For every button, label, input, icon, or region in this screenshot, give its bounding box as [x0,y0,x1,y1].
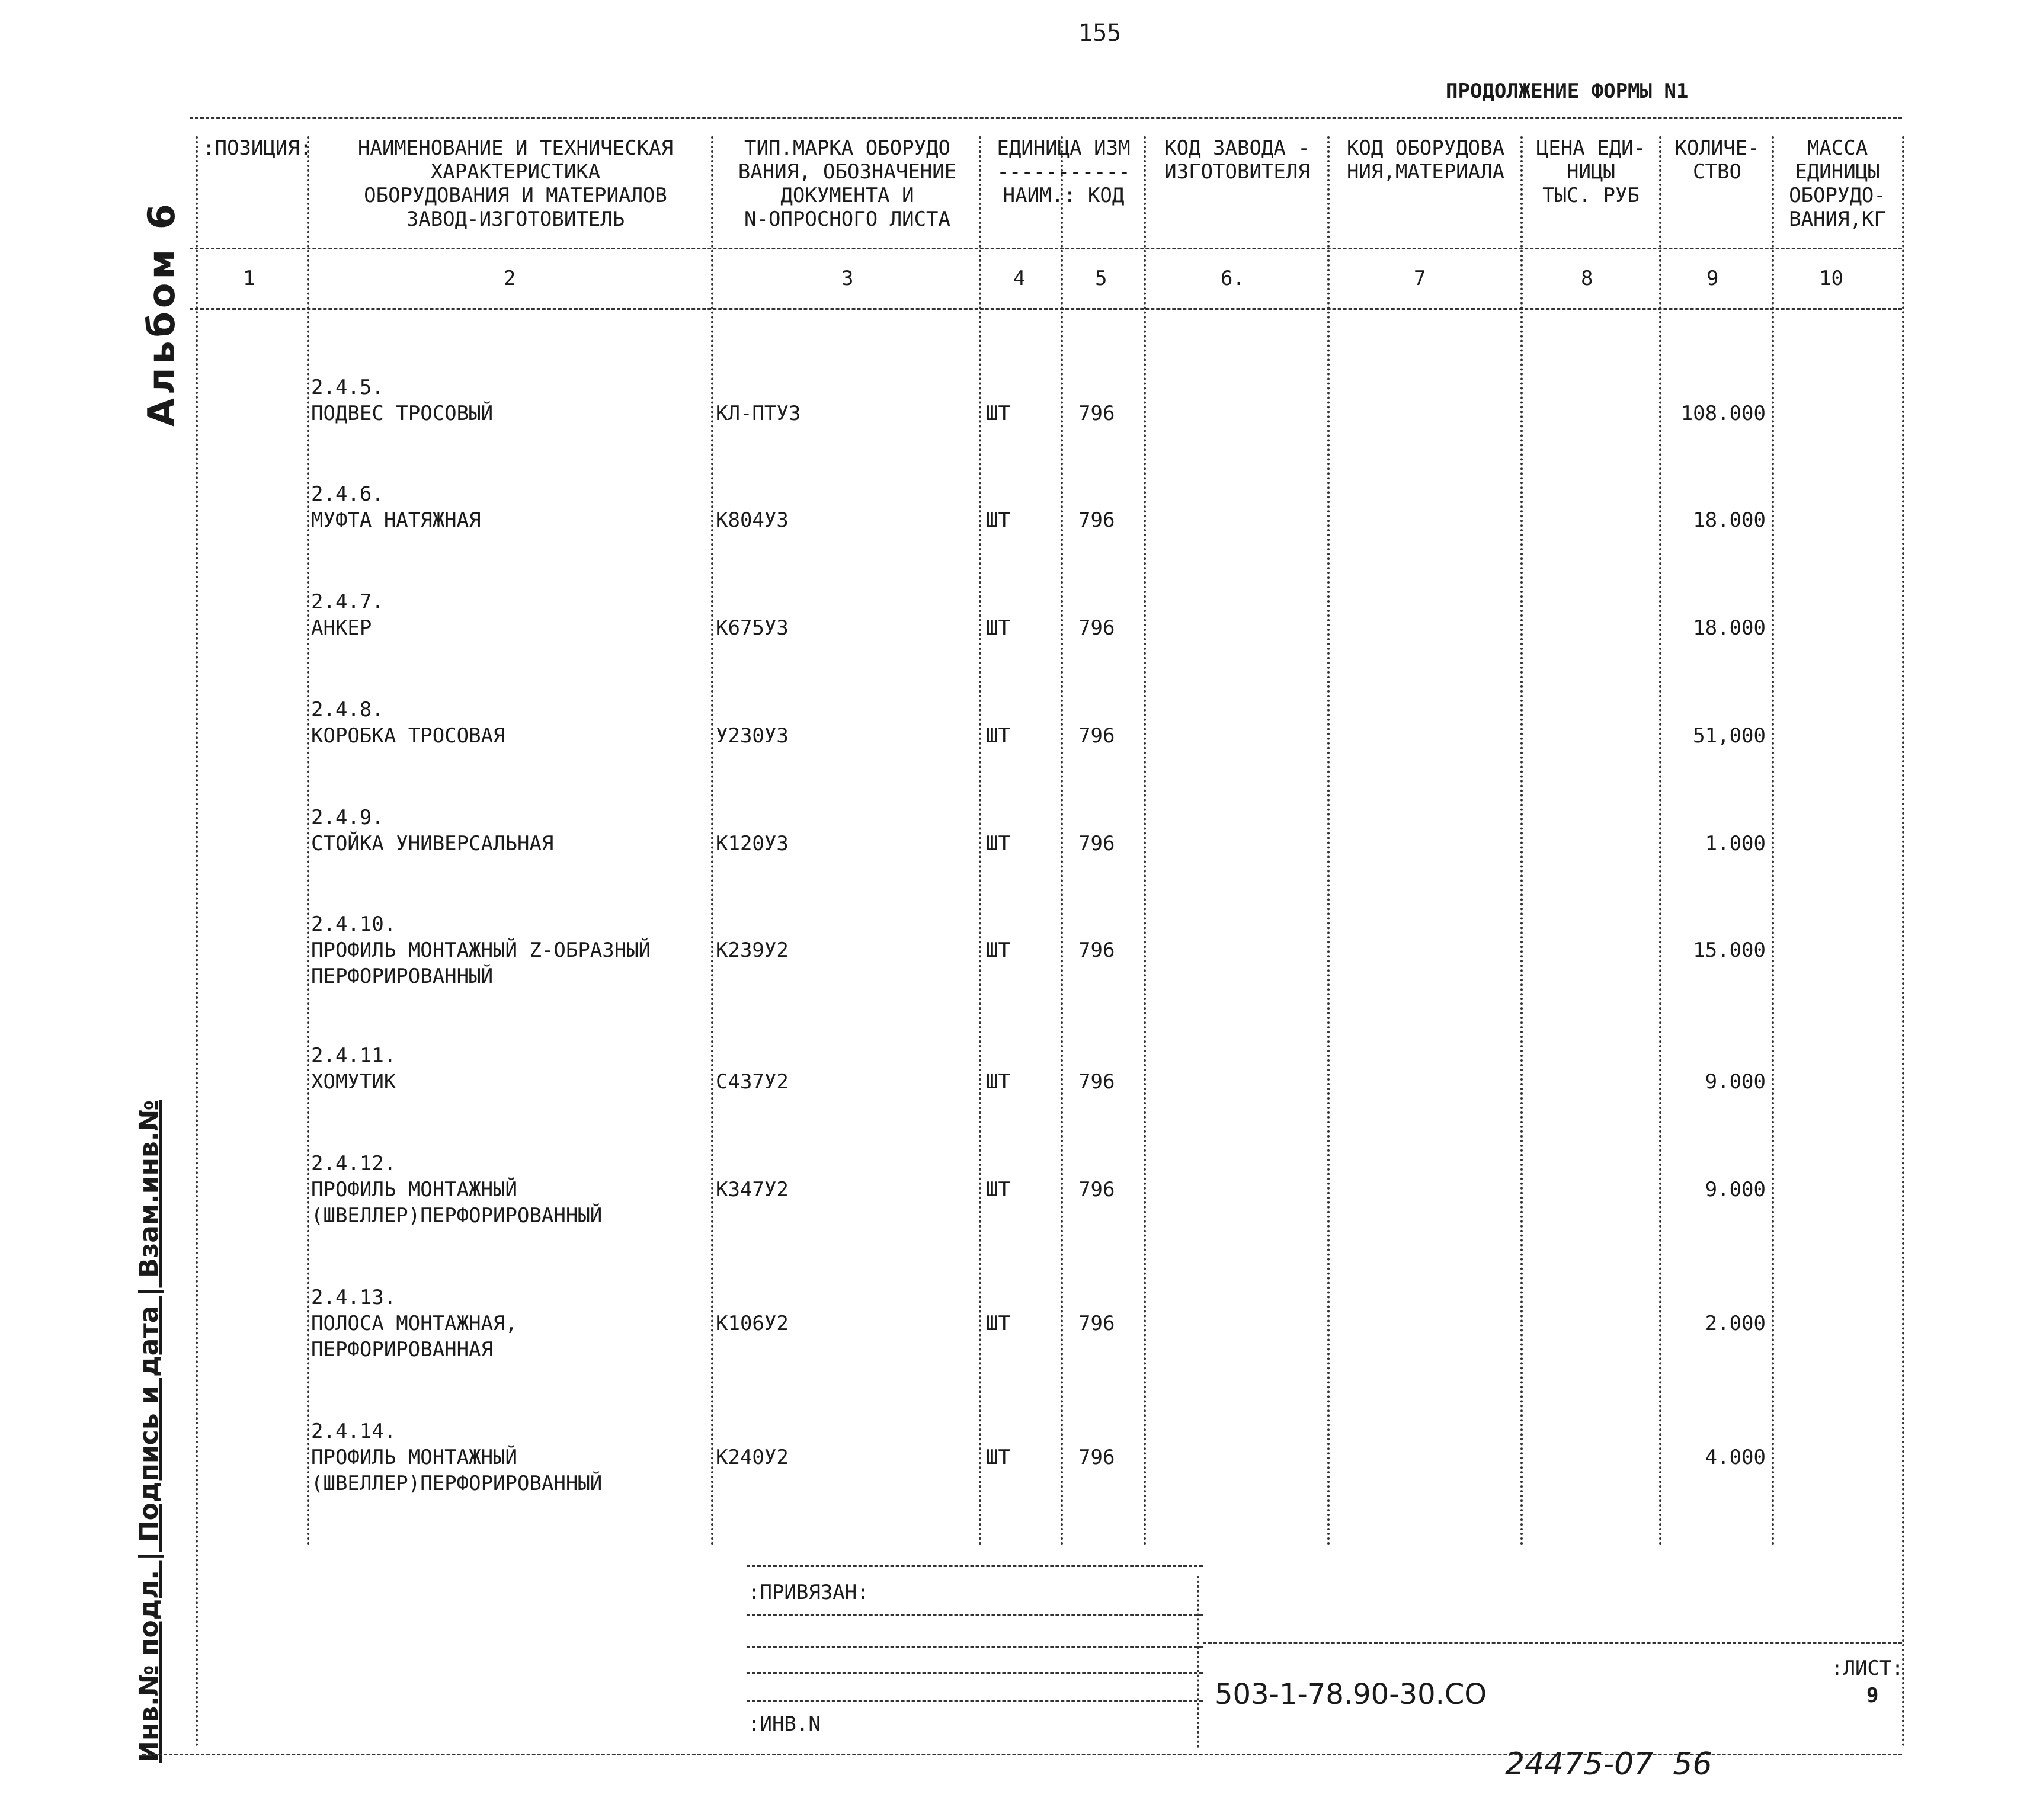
stamp-line-5 [747,1700,1203,1702]
row-unit: ШТ [986,724,1010,748]
privyazan-label: :ПРИВЯЗАН: [748,1581,869,1604]
row-quantity: 51,000 [1693,724,1766,748]
colnum-9: 9 [1706,267,1719,290]
row-name-line: ХОМУТИК [311,1070,396,1094]
row-name-line: КОРОБКА ТРОСОВАЯ [311,724,505,748]
row-code: 796 [1078,1178,1115,1201]
row-type: КЛ-ПТУ3 [716,402,801,425]
row-code: 796 [1078,616,1115,640]
row-name-line: ПРОФИЛЬ МОНТАЖНЫЙ Z-ОБРАЗНЫЙ [311,938,651,962]
sheet-label: :ЛИСТ: [1831,1656,1904,1680]
row-position: 2.4.8. [311,698,384,722]
row-position: 2.4.12. [311,1152,396,1175]
row-position: 2.4.9. [311,806,384,829]
stamp-sep [1197,1576,1199,1748]
row-code: 796 [1078,508,1115,532]
col-sep-9 [1772,136,1774,1546]
row-name-line: ПРОФИЛЬ МОНТАЖНЫЙ [311,1446,517,1469]
continuation-title: ПРОДОЛЖЕНИЕ ФОРМЫ N1 [1446,79,1689,103]
header-name: НАИМЕНОВАНИЕ И ТЕХНИЧЕСКАЯ ХАРАКТЕРИСТИКА ОБОРУДОВАНИЯ И МАТЕРИАЛОВ ЗАВОД-ИЗГОТОВИТЕЛЬ [357,136,674,231]
row-type: К804У3 [716,508,789,532]
row-quantity: 4.000 [1705,1446,1766,1469]
row-unit: ШТ [986,1178,1010,1201]
row-position: 2.4.5. [311,376,384,399]
row-quantity: 9.000 [1705,1070,1766,1094]
row-type: К239У2 [716,938,789,962]
colnum-3: 3 [841,267,854,290]
row-quantity: 1.000 [1705,832,1766,855]
row-quantity: 2.000 [1705,1312,1766,1335]
row-unit: ШТ [986,402,1010,425]
row-type: К240У2 [716,1446,789,1469]
row-type: К106У2 [716,1312,789,1335]
colnum-6: 6. [1221,267,1245,290]
row-code: 796 [1078,402,1115,425]
row-type: У230У3 [716,724,789,748]
colnum-bottom-border [190,308,1902,310]
document-code: 503-1-78.90-30.СО [1215,1678,1487,1711]
header-quantity: КОЛИЧЕ- СТВО [1674,136,1760,184]
colnum-10: 10 [1819,267,1843,290]
row-name-line: (ШВЕЛЛЕР)ПЕРФОРИРОВАННЫЙ [311,1204,603,1228]
row-name-line: СТОЙКА УНИВЕРСАЛЬНАЯ [311,832,554,855]
row-code: 796 [1078,724,1115,748]
row-unit: ШТ [986,616,1010,640]
header-plant-code: КОД ЗАВОДА - ИЗГОТОВИТЕЛЯ [1164,136,1310,184]
row-position: 2.4.11. [311,1044,396,1068]
row-name-line: АНКЕР [311,616,372,640]
row-position: 2.4.14. [311,1420,396,1443]
row-position: 2.4.13. [311,1286,396,1309]
row-type: К675У3 [716,616,789,640]
row-quantity: 18.000 [1693,508,1766,532]
page-number: 155 [1078,20,1122,47]
header-unit-price: ЦЕНА ЕДИ- НИЦЫ ТЫС. РУБ [1536,136,1646,207]
row-type: К120У3 [716,832,789,855]
stamp-line-1 [747,1565,1203,1567]
colnum-7: 7 [1414,267,1426,290]
row-quantity: 108.000 [1680,402,1766,425]
stamp-line-3 [747,1646,1203,1648]
sheet-number: 9 [1866,1684,1879,1707]
col-sep-7 [1520,136,1523,1546]
row-unit: ШТ [986,832,1010,855]
row-name-line: ПОЛОСА МОНТАЖНАЯ, [311,1312,517,1335]
header-unit: ЕДИНИЦА ИЗМ ----------- НАИМ.: КОД [997,136,1131,207]
row-unit: ШТ [986,1312,1010,1335]
stamp-line-2 [747,1614,1203,1616]
header-equipment-code: КОД ОБОРУДОВА НИЯ,МАТЕРИАЛА [1346,136,1505,184]
handwritten-number: 24475-07 56 [1505,1747,1712,1782]
row-code: 796 [1078,938,1115,962]
header-bottom-border [190,248,1902,249]
col-sep-3 [979,136,981,1546]
row-quantity: 18.000 [1693,616,1766,640]
row-position: 2.4.7. [311,590,384,614]
table-top-border [190,117,1902,119]
header-type: ТИП.МАРКА ОБОРУДО ВАНИЯ, ОБОЗНАЧЕНИЕ ДОКУМЕНТА И N-ОПРОСНОГО ЛИСТА [738,136,957,231]
colnum-2: 2 [504,267,516,290]
row-name-line: ПЕРФОРИРОВАННАЯ [311,1338,494,1361]
col-sep-2 [711,136,713,1546]
row-type: С437У2 [716,1070,789,1094]
row-name-line: (ШВЕЛЛЕР)ПЕРФОРИРОВАННЫЙ [311,1472,603,1495]
col-sep-5 [1144,136,1146,1546]
col-sep-8 [1659,136,1661,1546]
row-position: 2.4.10. [311,912,396,936]
row-position: 2.4.6. [311,482,384,506]
row-name-line: ПЕРФОРИРОВАННЫЙ [311,965,494,988]
colnum-4: 4 [1013,267,1026,290]
row-code: 796 [1078,1070,1115,1094]
row-quantity: 15.000 [1693,938,1766,962]
row-code: 796 [1078,1446,1115,1469]
col-sep-4 [1061,136,1063,1546]
row-unit: ШТ [986,1446,1010,1469]
inv-label: :ИНВ.N [748,1712,821,1736]
row-quantity: 9.000 [1705,1178,1766,1201]
colnum-5: 5 [1095,267,1107,290]
row-name-line: ПОДВЕС ТРОСОВЫЙ [311,402,494,425]
colnum-8: 8 [1581,267,1593,290]
row-name-line: ПРОФИЛЬ МОНТАЖНЫЙ [311,1178,517,1201]
col-sep-6 [1327,136,1330,1546]
col-sep-1 [307,136,309,1546]
row-name-line: МУФТА НАТЯЖНАЯ [311,508,481,532]
album-label: Альбом 6 [140,200,183,427]
stamp-line-right [1203,1642,1902,1644]
row-unit: ШТ [986,938,1010,962]
row-code: 796 [1078,832,1115,855]
row-type: К347У2 [716,1178,789,1201]
col-sep-10 [1902,136,1904,1748]
colnum-1: 1 [243,267,255,290]
stamp-line-4 [747,1672,1203,1674]
header-mass: МАССА ЕДИНИЦЫ ОБОРУДО- ВАНИЯ,КГ [1789,136,1886,231]
side-stamp: Инв.№ подл. | Подпись и дата | Взам.инв.№ [134,1100,164,1763]
row-code: 796 [1078,1312,1115,1335]
col-sep-0 [196,136,198,1748]
row-unit: ШТ [986,1070,1010,1094]
row-unit: ШТ [986,508,1010,532]
header-position: :ПОЗИЦИЯ: [203,136,312,160]
